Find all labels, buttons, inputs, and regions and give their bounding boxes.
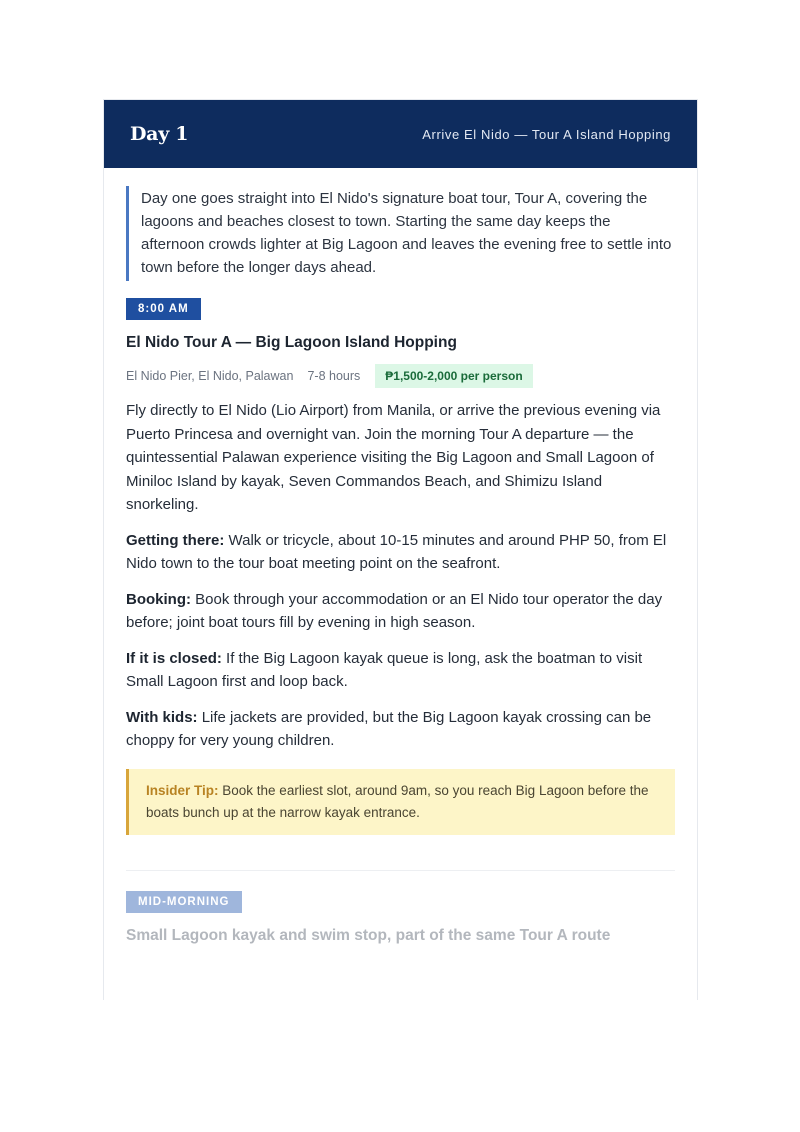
detail-text: If the Big Lagoon kayak queue is long, ask the boatman to visit Small Lagoon first and loop back. (126, 649, 643, 690)
activity-location: El Nido Pier, El Nido, Palawan (126, 369, 294, 383)
activity-title: Small Lagoon kayak and swim stop, part of the same Tour A route (126, 926, 611, 944)
activity-item (126, 871, 675, 945)
activity-meta (126, 364, 675, 388)
detail-text: Life jackets are provided, but the Big Lagoon kayak crossing can be choppy for very young children. (126, 708, 652, 749)
detail-text: Book through your accommodation or an El Nido tour operator the day before; joint boat tours fill by evening in high season. (126, 590, 663, 631)
day-subtitle: Arrive El Nido — Tour A Island Hopping (422, 126, 671, 142)
detail-with-kids (126, 706, 675, 753)
time-badge: MID-MORNING (126, 891, 242, 913)
day-content (104, 168, 697, 945)
detail-label: With kids: (126, 708, 198, 726)
day-intro: Day one goes straight into El Nido's signature boat tour, Tour A, covering the lagoons and beaches closest to town. Starting the same day keeps the afternoon crowds lighter at Big Lagoon and leaves the evening free to settle into town before the longer days ahead. (126, 186, 675, 281)
tip-text: Book the earliest slot, around 9am, so you reach Big Lagoon before the boats bunch up at the narrow kayak entrance. (146, 782, 649, 820)
detail-if-closed (126, 647, 675, 694)
detail-label: Getting there: (126, 531, 225, 549)
insider-tip (126, 769, 675, 835)
price-badge: ₱1,500-2,000 per person (375, 364, 532, 388)
activity-duration: 7-8 hours (307, 369, 361, 383)
activity-description: Fly directly to El Nido (Lio Airport) from Manila, or arrive the previous evening via Puerto Princesa and overnight van. Join the morning Tour A departure — the quintessential Palawan experience visiting the Big Lagoon and Small Lagoon of Miniloc Island by kayak, Seven Commandos Beach, and Shimizu Island snorkeling. (126, 402, 661, 513)
detail-label: If it is closed: (126, 649, 222, 667)
detail-text: Walk or tricycle, about 10-15 minutes and around PHP 50, from El Nido town to the tour boat meeting point on the seafront. (126, 531, 667, 572)
day-title: Day 1 (130, 123, 189, 145)
detail-getting-there (126, 529, 675, 576)
day-card (103, 99, 698, 1000)
tip-label: Insider Tip: (146, 782, 219, 798)
detail-label: Booking: (126, 590, 191, 608)
time-badge: 8:00 AM (126, 298, 201, 320)
day-header (104, 100, 697, 168)
activity-title: El Nido Tour A — Big Lagoon Island Hopping (126, 334, 457, 351)
activity-item (126, 281, 675, 835)
detail-booking (126, 588, 675, 635)
